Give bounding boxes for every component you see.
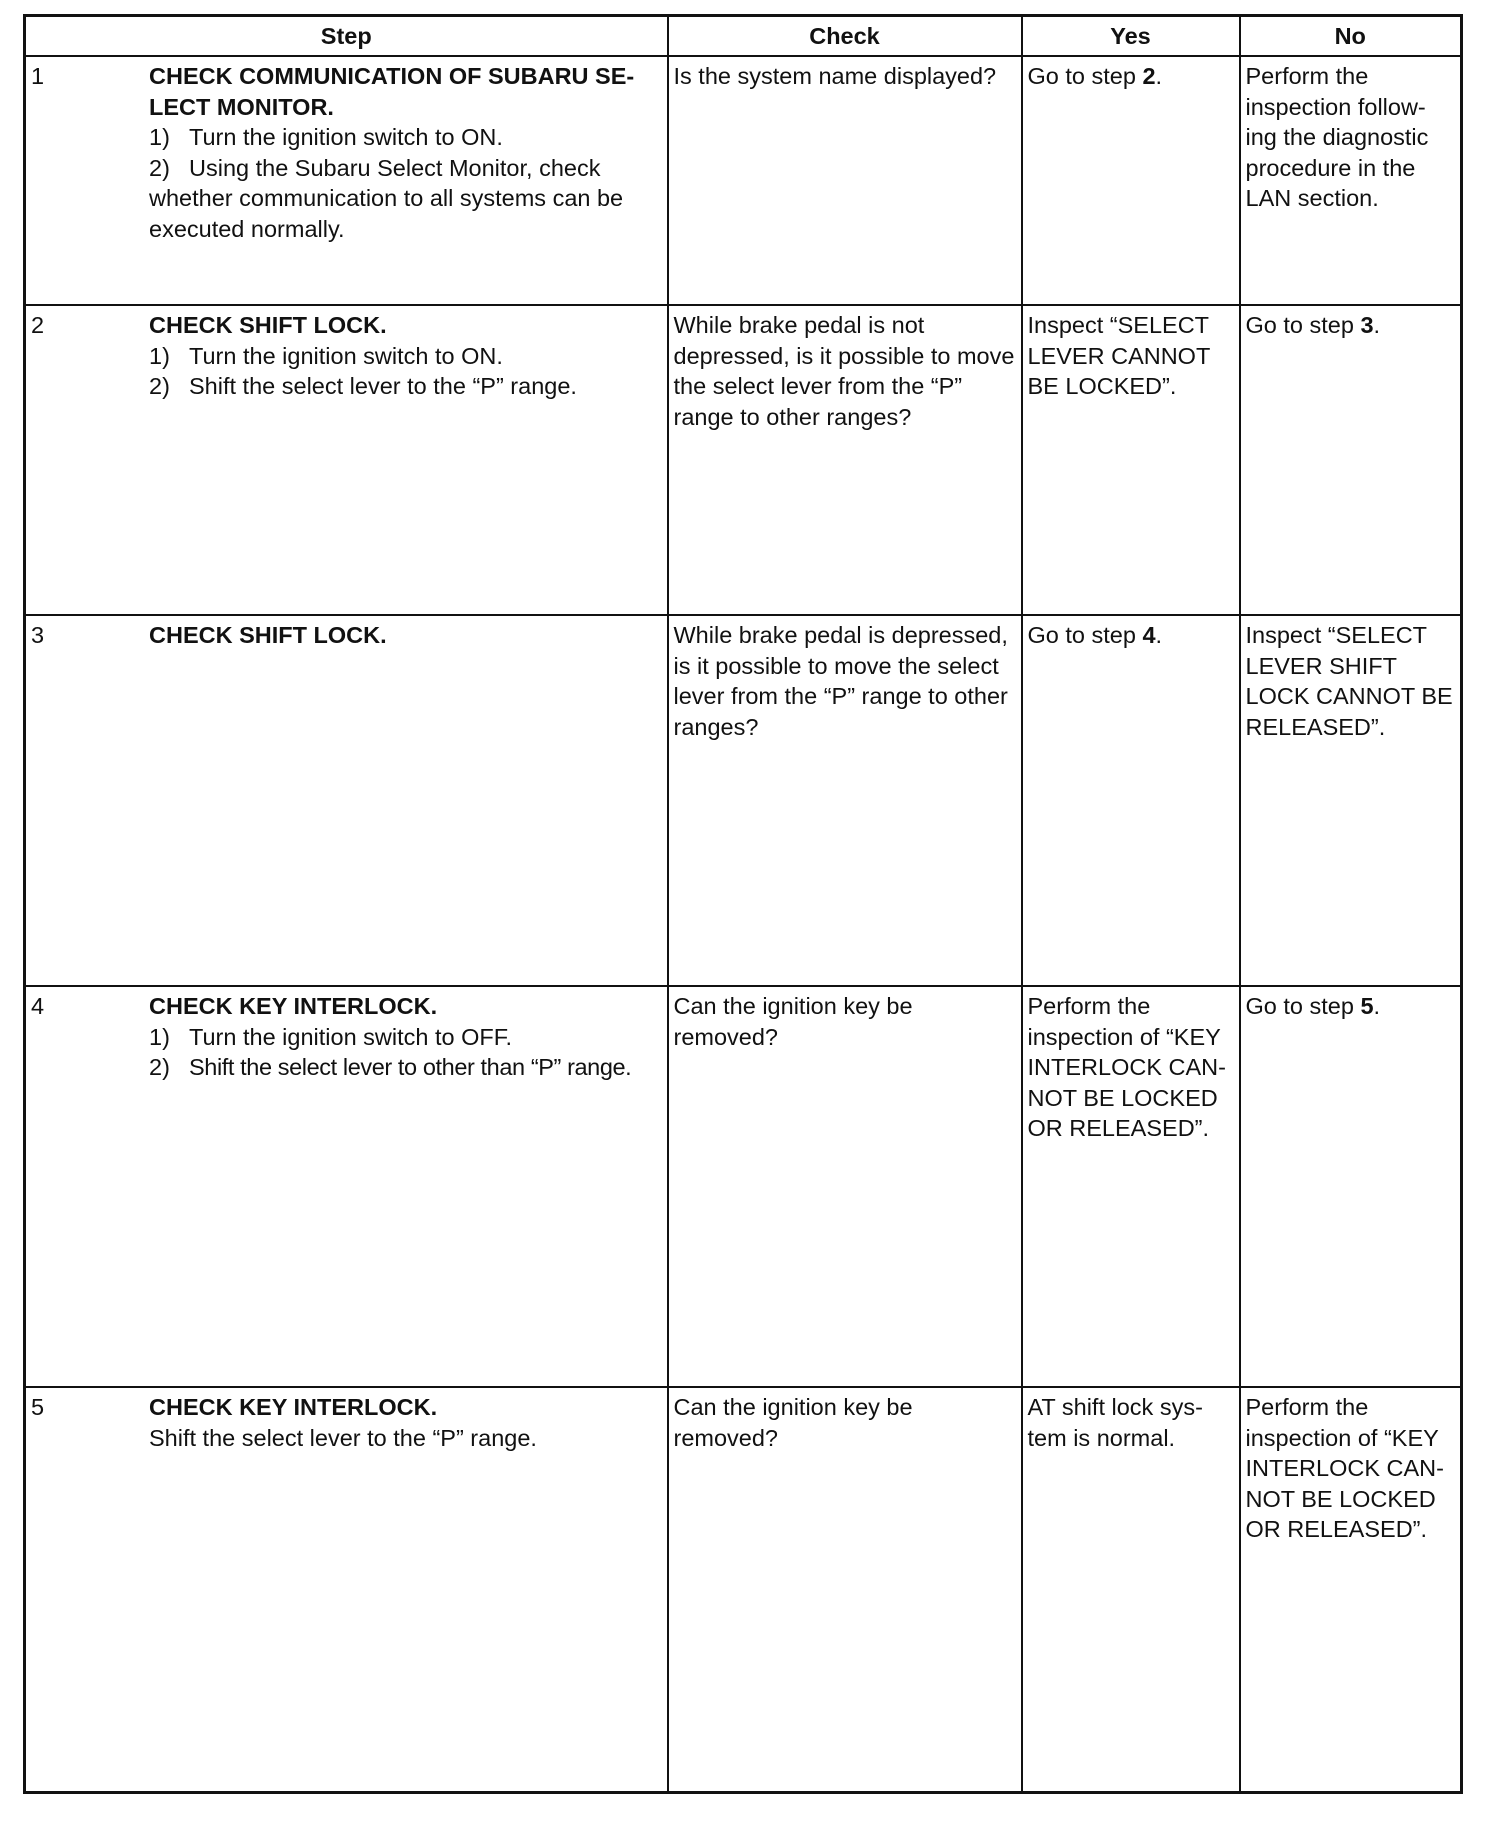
step-instruction-number: 2) (149, 154, 170, 181)
yes-text-end: . (1155, 622, 1163, 649)
yes-text-main: AT shift lock sys-tem is normal. (1027, 1394, 1203, 1451)
step-cell (25, 986, 668, 1387)
no-text (1241, 987, 1461, 1022)
no-cell (1240, 305, 1462, 615)
step-instruction-number: 1) (149, 1023, 170, 1050)
step-title: CHECK KEY INTERLOCK. (149, 993, 438, 1020)
step-instruction (149, 1052, 663, 1083)
yes-text (1023, 616, 1239, 651)
step-instruction-number: 2) (149, 373, 170, 400)
yes-text (1023, 306, 1239, 402)
header-check: Check (668, 16, 1022, 57)
step-instruction-text: Turn the ignition switch to ON. (189, 342, 503, 369)
check-text: Can the ignition key be removed? (673, 1394, 913, 1451)
step-cell (25, 305, 668, 615)
yes-text (1023, 1388, 1239, 1453)
step-instruction-number: 2) (149, 1054, 170, 1081)
no-cell (1240, 615, 1462, 986)
step-cell (25, 1387, 668, 1792)
step-number: 2 (31, 312, 45, 339)
no-cell (1240, 1387, 1462, 1792)
yes-step-ref: 2 (1142, 63, 1156, 89)
step-instruction: Shift the select lever to the “P” range. (149, 1424, 537, 1451)
header-row (25, 16, 1462, 57)
yes-text (1023, 57, 1239, 92)
no-text (1241, 616, 1461, 742)
yes-text-end: . (1155, 63, 1163, 89)
step-instruction (149, 1022, 663, 1053)
step-number: 1 (31, 63, 45, 89)
step-title: CHECK SHIFT LOCK. (149, 622, 387, 649)
no-text (1241, 306, 1461, 341)
step-instruction (149, 153, 663, 245)
header-step: Step (25, 16, 668, 57)
no-step-ref: 3 (1360, 312, 1374, 339)
check-cell (668, 305, 1022, 615)
diagnostic-table (23, 14, 1463, 1794)
header-yes: Yes (1022, 16, 1240, 57)
step-title: CHECK COMMUNICATION OF SUBARU SE-LECT MONITOR. (149, 63, 635, 120)
yes-text-main: Go to step (1027, 622, 1143, 649)
step-instruction-text: Turn the ignition switch to ON. (189, 124, 503, 150)
check-cell (668, 615, 1022, 986)
check-text: While brake pedal is not depressed, is it possible to move the select lever from the “P” range to other ranges? (673, 312, 1015, 430)
step-title: CHECK SHIFT LOCK. (149, 312, 387, 339)
step-instruction (149, 341, 663, 372)
no-cell (1240, 986, 1462, 1387)
step-instruction-text: Turn the ignition switch to OFF. (189, 1023, 513, 1050)
table-row (25, 56, 1462, 305)
yes-cell (1022, 986, 1240, 1387)
table-row (25, 1387, 1462, 1792)
step-title: CHECK KEY INTERLOCK. (149, 1394, 438, 1421)
step-instruction (149, 122, 663, 153)
header-no: No (1240, 16, 1462, 57)
no-text (1241, 57, 1461, 214)
step-number: 3 (31, 622, 45, 649)
no-text-main: Perform the inspection of “KEY INTERLOCK CAN-NOT BE LOCKED OR RELEASED”. (1245, 1394, 1444, 1543)
check-text: Can the ignition key be removed? (673, 993, 913, 1050)
check-cell (668, 56, 1022, 305)
step-number: 5 (31, 1394, 45, 1421)
no-text-main: Inspect “SELECT LEVER SHIFT LOCK CANNOT BE RELEASED”. (1245, 622, 1453, 740)
step-cell (25, 56, 668, 305)
yes-text (1023, 987, 1239, 1144)
check-text: Is the system name displayed? (673, 63, 997, 89)
yes-text-main: Inspect “SELECT LEVER CANNOT BE LOCKED”. (1027, 312, 1210, 400)
step-instruction-number: 1) (149, 124, 170, 150)
step-instruction-text: Shift the select lever to other than “P” range. (189, 1054, 632, 1081)
no-text-end: . (1373, 312, 1381, 339)
check-cell (668, 986, 1022, 1387)
no-text-end: . (1373, 993, 1381, 1020)
step-cell (25, 615, 668, 986)
yes-text-main: Go to step (1027, 63, 1143, 89)
yes-cell (1022, 1387, 1240, 1792)
check-cell (668, 1387, 1022, 1792)
yes-step-ref: 4 (1142, 622, 1156, 649)
yes-cell (1022, 305, 1240, 615)
step-instruction (149, 371, 663, 402)
step-instruction-text: Using the Subaru Select Monitor, check whether communication to all systems can be executed normally. (149, 154, 624, 242)
no-text-main: Go to step (1245, 993, 1361, 1020)
no-cell (1240, 56, 1462, 305)
yes-text-main: Perform the inspection of “KEY INTERLOCK CAN-NOT BE LOCKED OR RELEASED”. (1027, 993, 1226, 1142)
step-instruction-text: Shift the select lever to the “P” range. (189, 373, 577, 400)
step-instruction-number: 1) (149, 342, 170, 369)
table-row (25, 305, 1462, 615)
table-row (25, 615, 1462, 986)
no-step-ref: 5 (1360, 993, 1374, 1020)
table-row (25, 986, 1462, 1387)
no-text-main: Go to step (1245, 312, 1361, 339)
step-number: 4 (31, 993, 45, 1020)
no-text-main: Perform the inspection follow-ing the diagnostic procedure in the LAN section. (1245, 63, 1429, 211)
no-text (1241, 1388, 1461, 1545)
yes-cell (1022, 615, 1240, 986)
yes-cell (1022, 56, 1240, 305)
check-text: While brake pedal is depressed, is it possible to move the select lever from the “P” range to other ranges? (673, 622, 1008, 740)
